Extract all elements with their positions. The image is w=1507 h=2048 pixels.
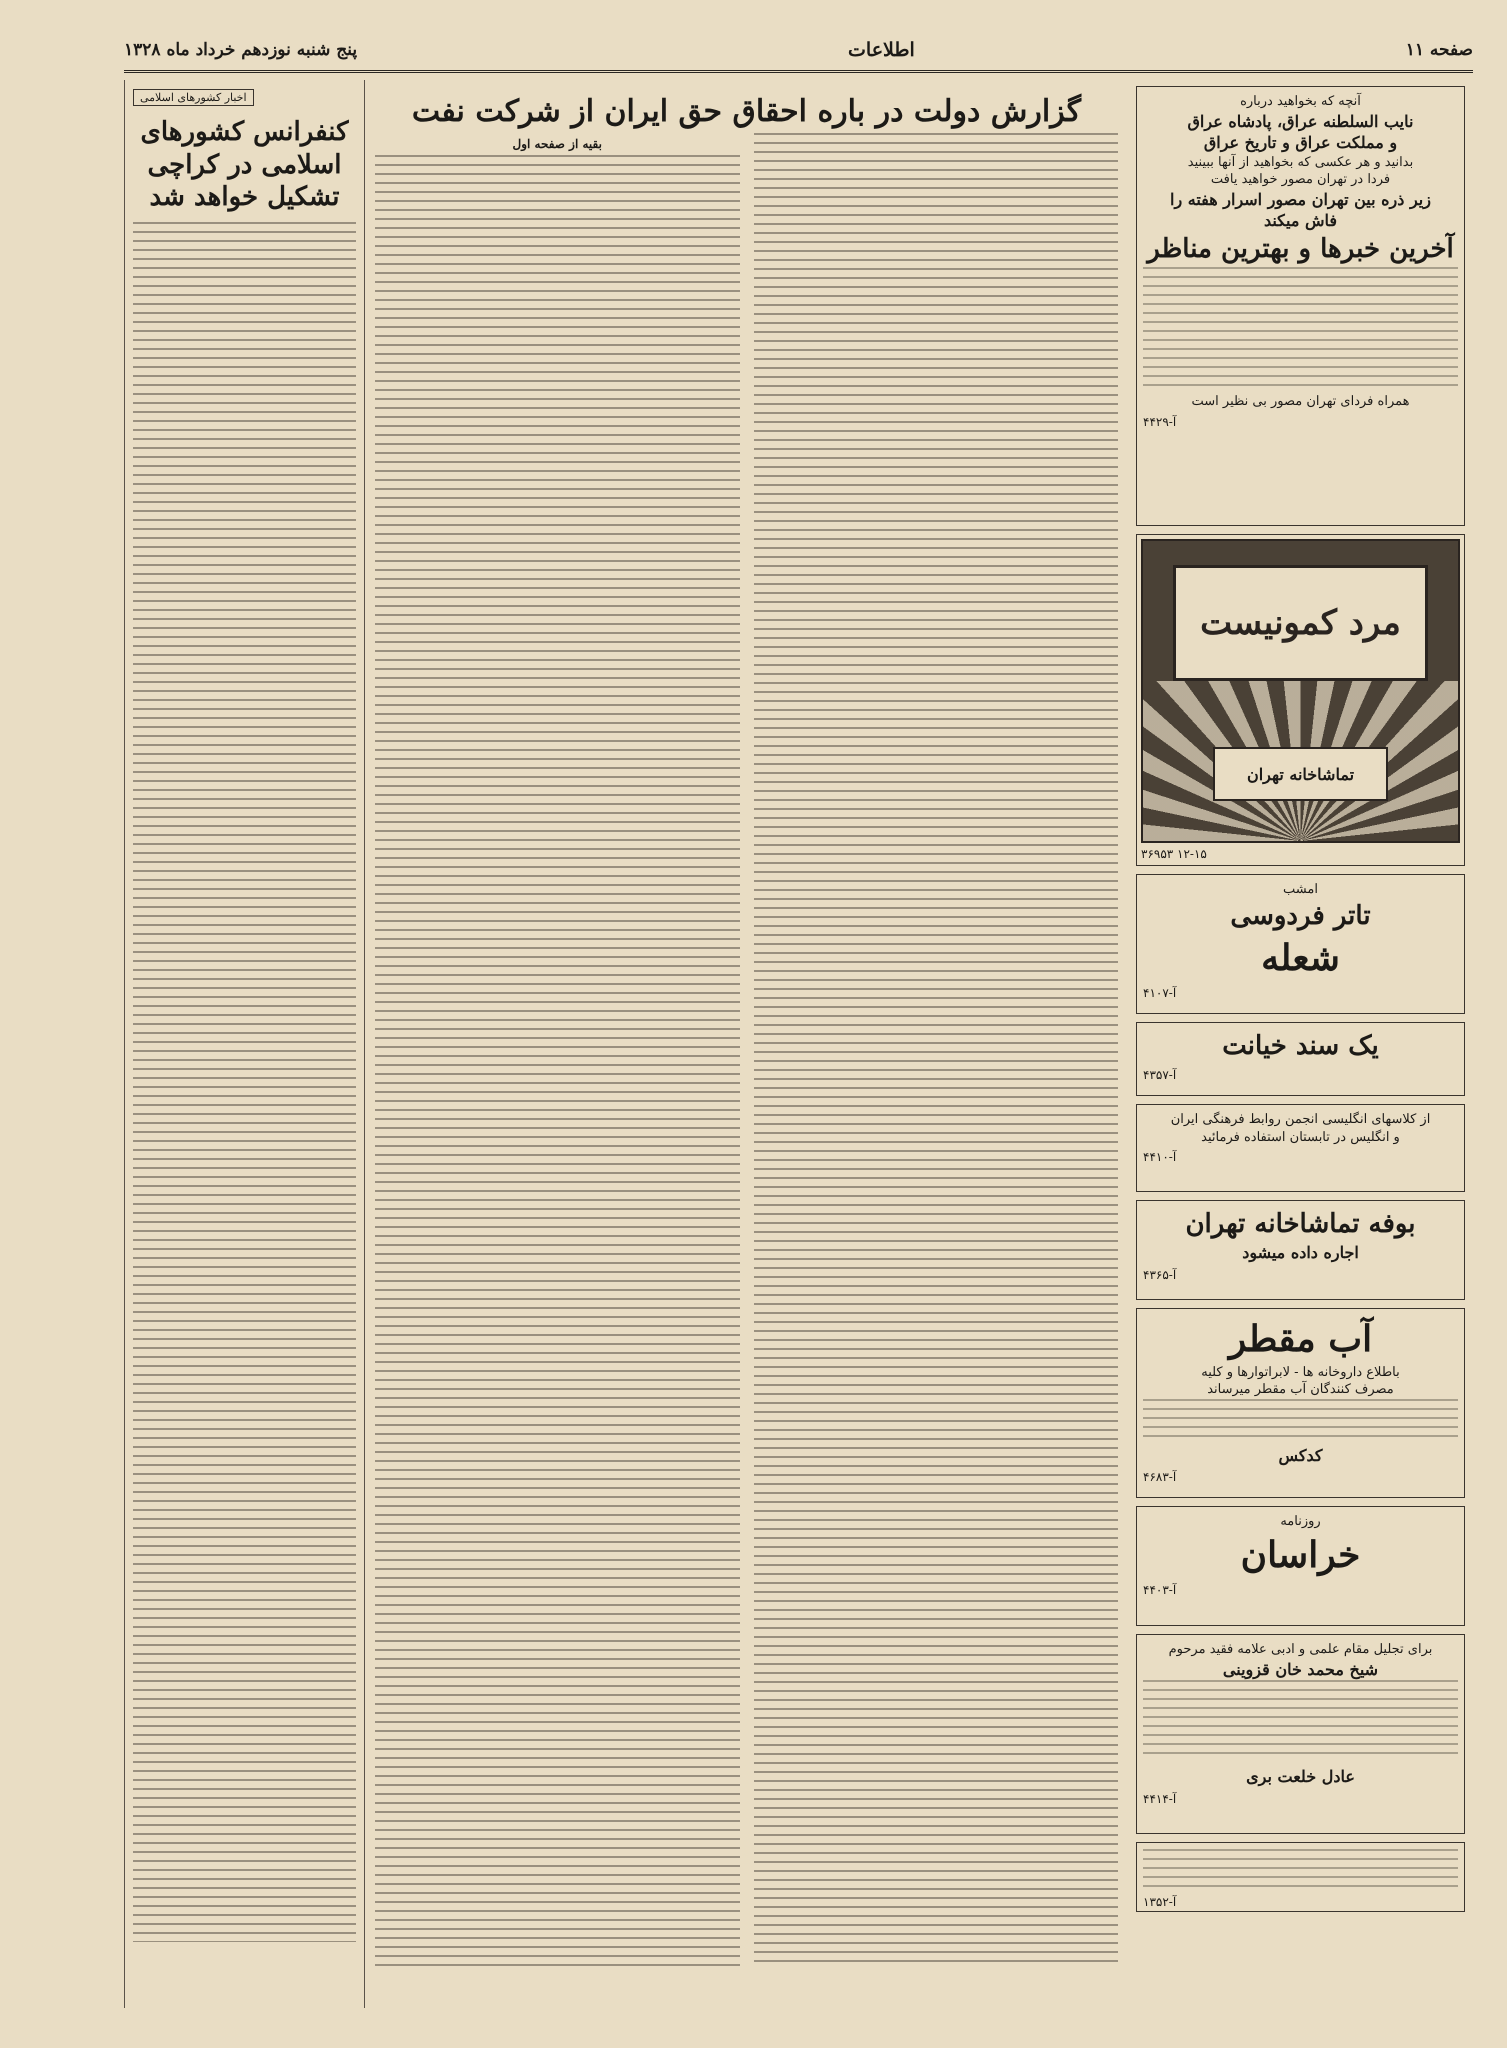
iraq-ad [1136, 86, 1465, 526]
oil-article-columns [375, 133, 1118, 1973]
english-classes-ad [1136, 1104, 1465, 1192]
theatre-poster [1141, 539, 1460, 843]
buffet-title: بوفه تماشاخانه تهران [1185, 1209, 1416, 1239]
oil-article [364, 80, 1128, 2008]
buffet-subtitle: اجاره داده میشود [1242, 1243, 1359, 1263]
khorasan-small: روزنامه [1280, 1514, 1321, 1529]
bottom-ad-body [1143, 1849, 1458, 1889]
buffet-ad [1136, 1200, 1465, 1300]
iraq-ad-line: همراه فردای تهران مصور بی نظیر است [1191, 394, 1410, 410]
memorial-line-2: شیخ محمد خان قزوینی [1222, 1659, 1379, 1679]
poster-title: مرد کمونیست [1173, 565, 1428, 681]
ad-code: آ-۴۴۱۰ [1143, 1150, 1177, 1165]
continuation-label: بقیه از صفحه اول [512, 137, 602, 151]
oil-article-title: گزارش دولت در باره احقاق حق ایران از شرکت نفت [411, 94, 1082, 129]
memorial-line-1: برای تجلیل مقام علمی و ادبی علامه فقید مرحوم [1168, 1642, 1433, 1657]
section-tag: اخبار کشورهای اسلامی [133, 89, 254, 106]
karachi-headline: کنفرانس کشورهای اسلامی در کراچی تشکیل خواهد شد [140, 117, 349, 212]
karachi-article-body [133, 222, 356, 1942]
page-number: صفحه ۱۱ [1405, 40, 1473, 60]
tonight-label: امشب [1283, 882, 1318, 897]
ad-code: آ-۴۴۲۹ [1143, 414, 1177, 429]
iraq-ad-line: آخرین خبرها و بهترین مناظر [1147, 234, 1454, 265]
distilled-line-1: باطلاع داروخانه ها - لابراتوارها و کلیه [1201, 1364, 1400, 1380]
ad-code: ۳۶۹۵۳ ۱۲-۱۵ [1141, 847, 1207, 861]
ad-code: آ-۴۴۰۳ [1143, 1583, 1177, 1598]
ad-code: آ-۴۶۸۳ [1143, 1470, 1177, 1485]
masthead [124, 30, 1473, 73]
page-columns [124, 80, 1473, 2008]
distilled-body [1143, 1399, 1458, 1439]
memorial-signature: عادل خلعت بری [1246, 1767, 1355, 1787]
oil-article-col-1 [375, 133, 740, 1973]
document-title: یک سند خیانت [1222, 1031, 1379, 1061]
ad-code: آ-۴۴۱۴ [1143, 1791, 1177, 1806]
oil-article-col-2 [754, 133, 1119, 1973]
iraq-ad-line: فاش میکند [1263, 211, 1338, 231]
khorasan-ad [1136, 1506, 1465, 1626]
ads-column [1128, 80, 1473, 2008]
ad-code: آ-۱۳۵۲ [1143, 1895, 1177, 1909]
iraq-ad-line: نایب السلطنه عراق، پادشاه عراق [1187, 111, 1414, 131]
ferdowsi-name: تاتر فردوسی [1230, 900, 1371, 931]
date-line: پنج شنبه نوزدهم خرداد ماه ۱۳۲۸ [124, 40, 358, 60]
iraq-ad-line: آنچه که بخواهید درباره [1240, 94, 1361, 109]
ferdowsi-theatre-ad [1136, 874, 1465, 1014]
iraq-ad-line: فردا در تهران مصور خواهید یافت [1210, 172, 1391, 188]
iraq-ad-line: و مملکت عراق و تاریخ عراق [1203, 133, 1398, 153]
ad-code: آ-۴۳۶۵ [1143, 1267, 1177, 1282]
memorial-ad [1136, 1634, 1465, 1834]
memorial-body [1143, 1680, 1458, 1760]
theatre-poster-ad [1136, 534, 1465, 866]
english-line-1: از کلاسهای انگلیسی انجمن روابط فرهنگی ایران [1170, 1112, 1431, 1127]
distilled-water-ad [1136, 1308, 1465, 1498]
play-name: شعله [1261, 936, 1340, 979]
codex-brand: کدکس [1278, 1445, 1323, 1465]
paper-name: اطلاعات [848, 39, 915, 61]
bottom-ad [1136, 1842, 1465, 1912]
khorasan-title: خراسان [1240, 1533, 1361, 1576]
english-line-2: و انگلیس در تابستان استفاده فرمائید [1201, 1129, 1400, 1145]
document-ad [1136, 1022, 1465, 1096]
oil-article-text-1 [375, 155, 740, 1967]
distilled-water-title: آب مقطر [1228, 1318, 1373, 1360]
oil-article-text-2 [754, 133, 1119, 1967]
poster-subtitle: تماشاخانه تهران [1213, 747, 1388, 801]
islamic-news-column [124, 80, 364, 2008]
iraq-ad-body [1143, 267, 1458, 387]
ad-code: آ-۴۳۵۷ [1143, 1068, 1177, 1083]
iraq-ad-line: زیر ذره بین تهران مصور اسرار هفته را [1170, 189, 1431, 209]
iraq-ad-line: بدانید و هر عکسی که بخواهید از آنها ببینید [1187, 154, 1414, 170]
distilled-line-2: مصرف کنندگان آب مقطر میرساند [1207, 1382, 1394, 1398]
ad-code: آ-۴۱۰۷ [1143, 986, 1177, 1001]
